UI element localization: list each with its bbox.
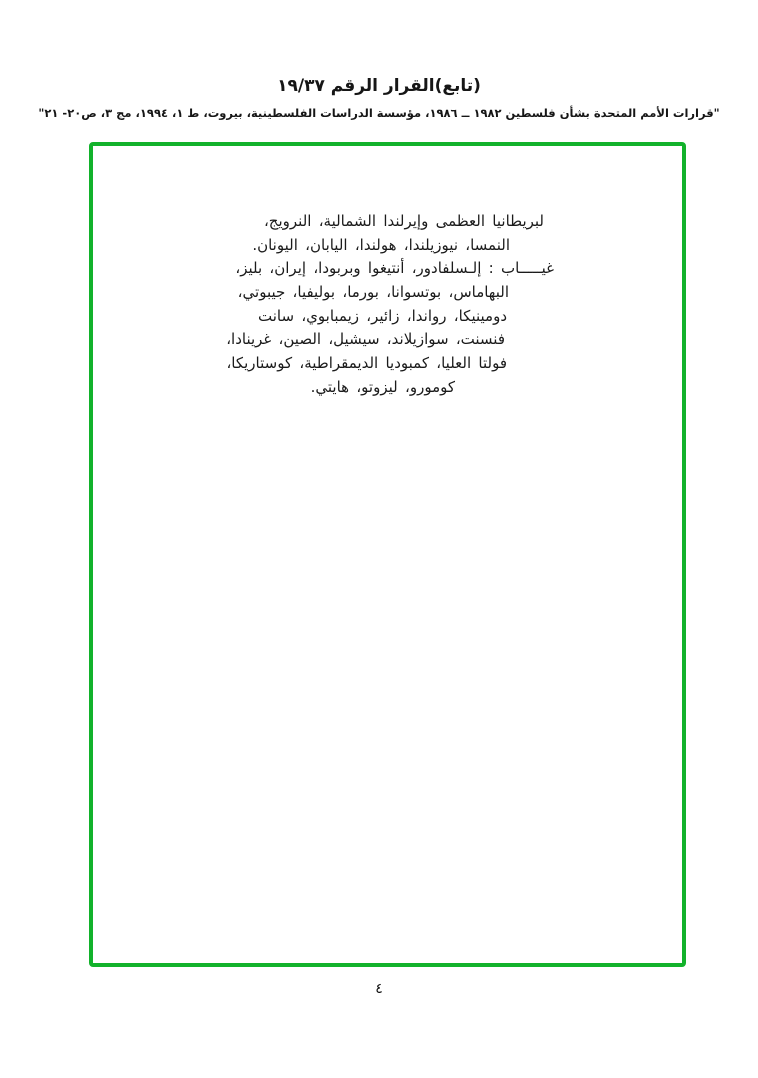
- page-title: (تابع)القرار الرقم ١٩/٣٧: [277, 76, 481, 96]
- text-line-absent-list: فولتا العليا، كمبوديا الديمقراطية، كوستاريكا،: [226, 354, 507, 373]
- source-citation: "قرارات الأمم المتحدة بشأن فلسطين ١٩٨٢ ــ ١٩٨٦، مؤسسة الدراسات الفلسطينية، بيروت، ط ١، ١٩٩٤، مج ٣، ص٢٠- ٢١": [38, 106, 720, 120]
- text-line-absent-list: كومورو، ليزوتو، هايتي.: [310, 377, 455, 396]
- text-line-continuation: النمسا، نيوزيلندا، هولندا، اليابان، اليونان.: [252, 235, 510, 254]
- text-line-absent-label: غيـــــاب : إلـسلفادور، أنتيغوا وبربودا، إيران، بليز،: [235, 259, 554, 278]
- voting-text-block: [174, 210, 554, 400]
- text-line-absent-list: فنسنت، سوازيلاند، سيشيل، الصين، غرينادا،: [226, 330, 505, 349]
- text-line-absent-list: البهاماس، بوتسوانا، بورما، بوليفيا، جيبوتي،: [237, 283, 509, 302]
- text-line-absent-list: دومينيكا، رواندا، زائير، زيمبابوي، سانت: [258, 306, 507, 325]
- text-line-continuation: لبريطانيا العظمى وإيرلندا الشمالية، النرويج،: [263, 212, 544, 230]
- content-frame: [89, 142, 686, 967]
- page-number: ٤: [375, 981, 383, 997]
